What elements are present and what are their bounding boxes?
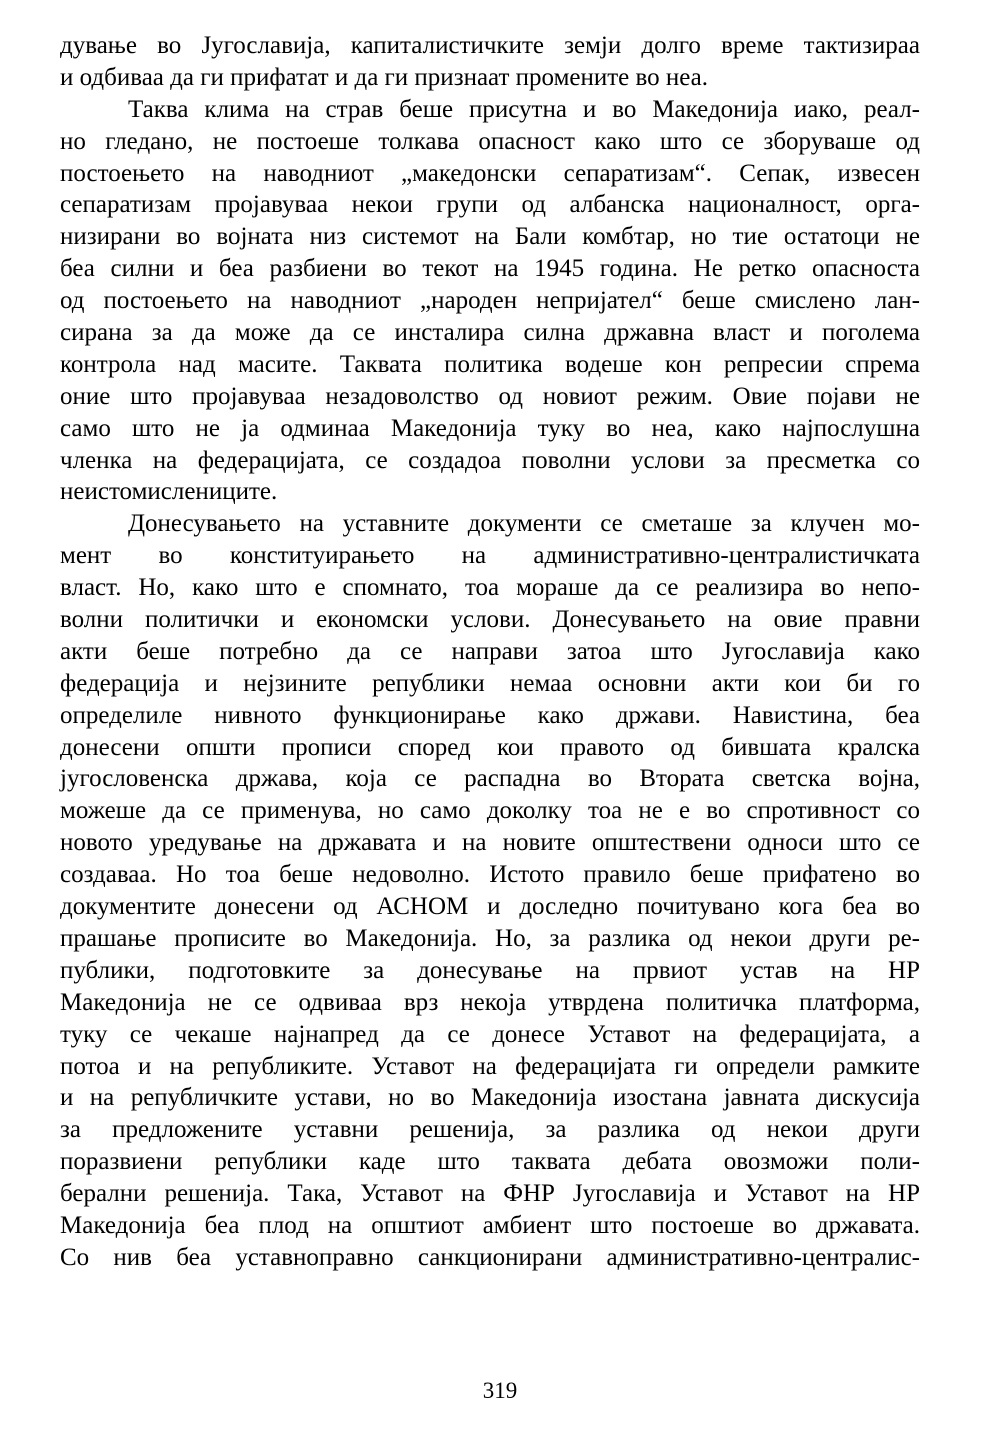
text-line: контрола над масите. Таквата политика водеше кон репресии спрема bbox=[60, 350, 920, 378]
text-line: поразвиени републики каде што таквата дебата овозможи поли- bbox=[60, 1148, 920, 1176]
page-number: 319 bbox=[482, 1378, 518, 1403]
text-line: од постоењето на наводниот „народен непријател“ беше смислено лан- bbox=[60, 287, 920, 315]
text-line: федерација и нејзините републики немаа основни акти кои би го bbox=[60, 669, 920, 697]
text-line: публики, подготовките за донесување на првиот устав на НР bbox=[60, 956, 920, 984]
text-line: неистомислениците. bbox=[60, 478, 278, 506]
text-line: определиле нивното функционирање како држави. Навистина, беа bbox=[60, 701, 920, 729]
text-line: Со нив беа уставноправно санкционирани административно-централис- bbox=[60, 1243, 920, 1271]
text-line: власт. Но, како што е спомнато, тоа мораше да се реализира во непо- bbox=[60, 574, 920, 602]
paragraph bbox=[60, 94, 920, 509]
paragraph bbox=[60, 30, 920, 94]
text-line: Таква клима на страв беше присутна и во Македонија иако, реал- bbox=[128, 95, 920, 123]
text-line: можеше да се применува, но само доколку тоа не е во спротивност со bbox=[60, 797, 920, 825]
text-line: оние што пројавуваа незадоволство од новиот режим. Овие појави не bbox=[60, 382, 920, 410]
text-line: беа силни и беа разбиени во текот на 1945 година. Не ретко опасноста bbox=[60, 255, 920, 283]
text-line: новото уредување на државата и на новите општествени односи што се bbox=[60, 829, 920, 857]
paragraph bbox=[60, 508, 920, 1273]
text-line: акти беше потребно да се направи затоа што Југославија како bbox=[60, 637, 920, 665]
text-line: потоа и на републиките. Уставот на федерацијата ги определи рамките bbox=[60, 1052, 920, 1080]
text-line: волни политички и економски услови. Донесувањето на овие правни bbox=[60, 606, 920, 634]
text-line: создаваа. Но тоа беше недоволно. Истото правило беше прифатено во bbox=[60, 861, 920, 889]
text-line: само што не ја одминаа Македонија туку во неа, како најпослушна bbox=[60, 414, 920, 442]
text-line: донесени општи прописи според кои правото од бившата кралска bbox=[60, 733, 920, 761]
text-line: дување во Југославија, капиталистичките земји долго време тактизираа bbox=[60, 32, 920, 59]
text-line: сирана за да може да се инсталира силна државна власт и поголема bbox=[60, 319, 920, 347]
text-line: членка на федерацијата, се создадоа поволни услови за пресметка со bbox=[60, 446, 920, 474]
text-line: југословенска држава, која се распадна во Втората светска војна, bbox=[60, 765, 920, 793]
text-line: и одбиваа да ги прифатат и да ги признаат промените во неа. bbox=[60, 63, 709, 91]
text-line: Македонија беа плод на општиот амбиент што постоеше во државата. bbox=[60, 1211, 920, 1239]
text-line: берални решенија. Така, Уставот на ФНР Југославија и Уставот на НР bbox=[60, 1180, 920, 1208]
text-line: мент во конституирањето на административно-централистичката bbox=[60, 542, 920, 570]
text-line: за предложените уставни решенија, за разлика од некои други bbox=[60, 1116, 920, 1144]
text-line: но гледано, не постоеше толкава опасност како што се зборуваше од bbox=[60, 127, 920, 155]
text-line: низирани во војната низ системот на Бали комбтар, но тие остатоци не bbox=[60, 223, 920, 251]
body-text bbox=[60, 30, 920, 1274]
text-line: постоењето на наводниот „македонски сепаратизам“. Сепак, извесен bbox=[60, 159, 920, 187]
text-line: прашање прописите во Македонија. Но, за разлика од некои други ре- bbox=[60, 924, 920, 952]
text-line: и на републичките устави, но во Македонија изостана јавната дискусија bbox=[60, 1084, 920, 1112]
text-line: документите донесени од АСНОМ и доследно почитувано кога беа во bbox=[60, 893, 920, 921]
text-line: Македонија не се одвиваа врз некоја утврдена политичка платформа, bbox=[60, 988, 920, 1016]
text-line: туку се чекаше најнапред да се донесе Уставот на федерацијата, а bbox=[60, 1020, 920, 1048]
text-line: Донесувањето на уставните документи се сметаше за клучен мо- bbox=[128, 510, 920, 538]
text-line: сепаратизам пројавуваа некои групи од албанска националност, орга- bbox=[60, 191, 920, 219]
